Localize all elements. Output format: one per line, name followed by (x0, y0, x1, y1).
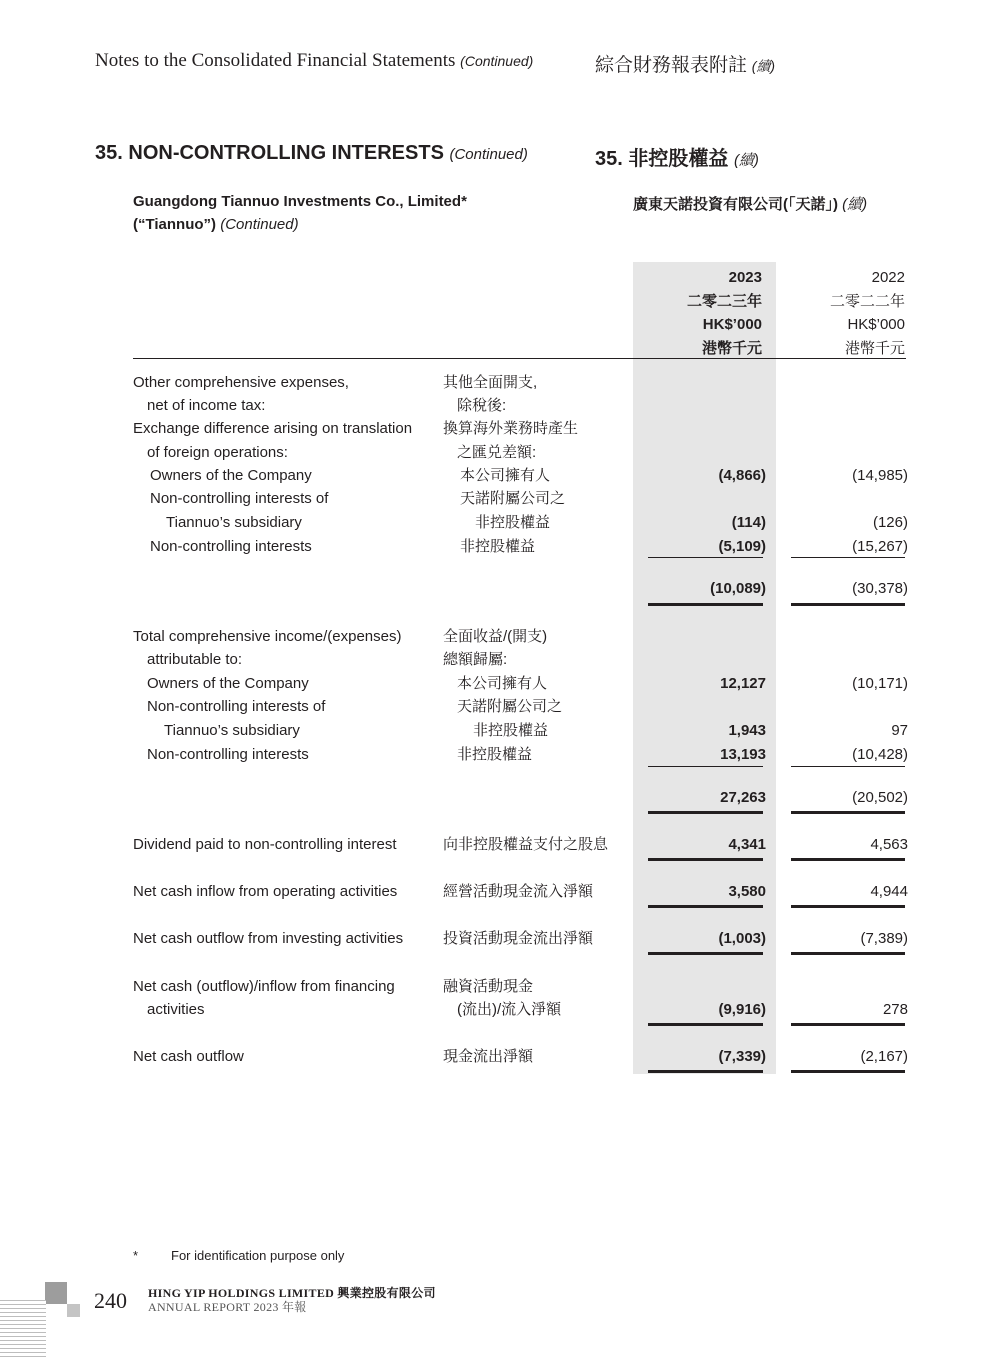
row-label-zh: 其他全面開支, (443, 374, 538, 391)
row-label-zh: 天諾附屬公司之 (457, 698, 563, 715)
subsidiary-name-zh-text: 廣東天諾投資有限公司(「天諾」) (633, 196, 838, 213)
running-header-zh (595, 50, 775, 77)
current-unit-zh: 港幣千元 (701, 339, 762, 357)
value-prior: (7,389) (860, 930, 908, 947)
row-label: Net cash outflow from investing activities (133, 930, 404, 947)
row-label-zh: 非控股權益 (473, 722, 549, 739)
value-prior: 4,944 (870, 883, 908, 900)
value-prior: (126) (872, 514, 908, 531)
subsidiary-continued-en: (Continued) (220, 216, 299, 233)
row-label-zh: (流出)/流入淨額 (457, 1001, 562, 1018)
total-rule (791, 1070, 905, 1073)
row-label-zh: 非控股權益 (475, 514, 551, 531)
page-number: 240 (94, 1288, 127, 1313)
subsidiary-short-name: (“Tiannuo”) (133, 216, 217, 233)
running-header (95, 50, 533, 72)
row-label-zh: 向非控股權益支付之股息 (443, 836, 609, 853)
prior-year-zh: 二零二二年 (829, 292, 905, 310)
header-rule (133, 358, 906, 359)
row-label: attributable to: (147, 651, 243, 668)
value-current: (9,916) (718, 1001, 766, 1018)
value-prior: (14,985) (852, 467, 908, 484)
total-rule (648, 1070, 763, 1073)
value-current: 12,127 (720, 675, 766, 692)
footer-company-name: HING YIP HOLDINGS LIMITED 興業控股有限公司 (148, 1286, 436, 1300)
value-current: 13,193 (720, 746, 766, 763)
total-rule (791, 1023, 905, 1026)
value-current: (4,866) (718, 467, 766, 484)
prior-unit: HK$’000 (847, 316, 905, 333)
total-rule (791, 905, 905, 908)
row-label-zh: 非控股權益 (457, 746, 533, 763)
total-rule (648, 905, 763, 908)
footer-stripes (0, 1300, 46, 1357)
row-label: Total comprehensive income/(expenses) (133, 628, 402, 645)
row-label-zh: 換算海外業務時產生 (443, 420, 579, 437)
header-continued-en: (Continued) (460, 53, 534, 69)
row-label: Net cash inflow from operating activities (133, 883, 398, 900)
header-continued-zh: (續) (751, 58, 776, 74)
row-label: Non-controlling interests of (150, 490, 329, 507)
value-current: 1,943 (728, 722, 766, 739)
row-label-zh: 經營活動現金流入淨額 (443, 883, 594, 900)
section-title-zh (595, 142, 759, 171)
row-label: Non-controlling interests (150, 538, 312, 555)
value-current: (1,003) (718, 930, 766, 947)
total-rule (648, 811, 763, 814)
footer-logo-square (67, 1304, 80, 1317)
total-rule (791, 811, 905, 814)
current-year-zh: 二零二三年 (686, 292, 762, 310)
row-label-zh: 投資活動現金流出淨額 (443, 930, 594, 947)
row-label-zh: 全面收益/(開支) (443, 628, 548, 645)
value-prior: (10,171) (852, 675, 908, 692)
total-current: (10,089) (710, 580, 766, 597)
value-prior: (15,267) (852, 538, 908, 555)
subsidiary-name-line1: Guangdong Tiannuo Investments Co., Limited* (133, 193, 467, 210)
row-label: Tiannuo’s subsidiary (164, 722, 300, 739)
footer-logo-square (45, 1282, 67, 1304)
column-header-current (687, 266, 762, 360)
header-title-en: Notes to the Consolidated Financial Statements (95, 50, 456, 71)
row-label: of foreign operations: (147, 444, 288, 461)
subsidiary-continued-zh: (續) (842, 196, 868, 213)
total-rule (648, 858, 763, 861)
row-label: Owners of the Company (150, 467, 312, 484)
section-name-en: NON-CONTROLLING INTERESTS (128, 142, 444, 164)
row-label: Owners of the Company (147, 675, 309, 692)
row-label: Non-controlling interests of (147, 698, 326, 715)
footnote-text: For identification purpose only (171, 1248, 345, 1263)
section-number: 35. (95, 142, 123, 164)
column-header-prior (830, 266, 905, 360)
subtotal-rule (791, 557, 905, 558)
value-prior: 278 (882, 1001, 908, 1018)
section-title-en (95, 142, 528, 165)
value-prior: 97 (891, 722, 908, 739)
row-label-zh: 融資活動現金 (443, 978, 534, 995)
section-continued-zh: (續) (733, 152, 759, 169)
total-prior: (20,502) (852, 789, 908, 806)
prior-unit-zh: 港幣千元 (844, 339, 905, 357)
value-current: 3,580 (728, 883, 766, 900)
footer-report-name: ANNUAL REPORT 2023 年報 (148, 1300, 307, 1314)
prior-year: 2022 (871, 269, 905, 286)
row-label-zh: 本公司擁有人 (457, 675, 548, 692)
section-continued-en: (Continued) (449, 146, 528, 163)
row-label-zh: 總額歸屬: (443, 651, 508, 668)
row-label: Other comprehensive expenses, (133, 374, 349, 391)
current-unit: HK$’000 (702, 316, 762, 333)
header-title-zh: 綜合財務報表附註 (595, 55, 748, 76)
footnote-mark: * (133, 1248, 139, 1263)
total-current: 27,263 (720, 789, 766, 806)
total-rule (791, 952, 905, 955)
total-rule (791, 603, 905, 606)
row-label: Tiannuo’s subsidiary (166, 514, 302, 531)
row-label: Net cash outflow (133, 1048, 244, 1065)
value-prior: (10,428) (852, 746, 908, 763)
value-current: (7,339) (718, 1048, 766, 1065)
row-label-zh: 現金流出淨額 (443, 1048, 534, 1065)
subsidiary-name-line2 (133, 216, 299, 233)
row-label: Net cash (outflow)/inflow from financing (133, 978, 395, 995)
row-label-zh: 本公司擁有人 (460, 467, 551, 484)
total-rule (648, 603, 763, 606)
footer-company (148, 1286, 436, 1314)
subtotal-rule (791, 766, 905, 767)
row-label: Exchange difference arising on translation (133, 420, 413, 437)
value-current: (114) (731, 514, 766, 531)
row-label: Dividend paid to non-controlling interest (133, 836, 397, 853)
row-label: net of income tax: (147, 397, 266, 414)
value-current: (5,109) (718, 538, 766, 555)
row-label-zh: 天諾附屬公司之 (460, 490, 566, 507)
row-label-zh: 非控股權益 (460, 538, 536, 555)
current-year: 2023 (728, 269, 762, 286)
section-number-zh: 35. (595, 148, 623, 170)
row-label: activities (147, 1001, 205, 1018)
row-label-zh: 除稅後: (457, 397, 507, 414)
row-label: Non-controlling interests (147, 746, 309, 763)
subsidiary-name-zh (633, 193, 867, 214)
value-current: 4,341 (728, 836, 766, 853)
total-rule (648, 952, 763, 955)
value-prior: (2,167) (860, 1048, 908, 1065)
total-rule (648, 1023, 763, 1026)
value-prior: 4,563 (870, 836, 908, 853)
subtotal-rule (648, 557, 763, 558)
total-rule (791, 858, 905, 861)
total-prior: (30,378) (852, 580, 908, 597)
section-name-zh: 非控股權益 (628, 148, 729, 170)
subtotal-rule (648, 766, 763, 767)
row-label-zh: 之匯兑差額: (457, 444, 537, 461)
